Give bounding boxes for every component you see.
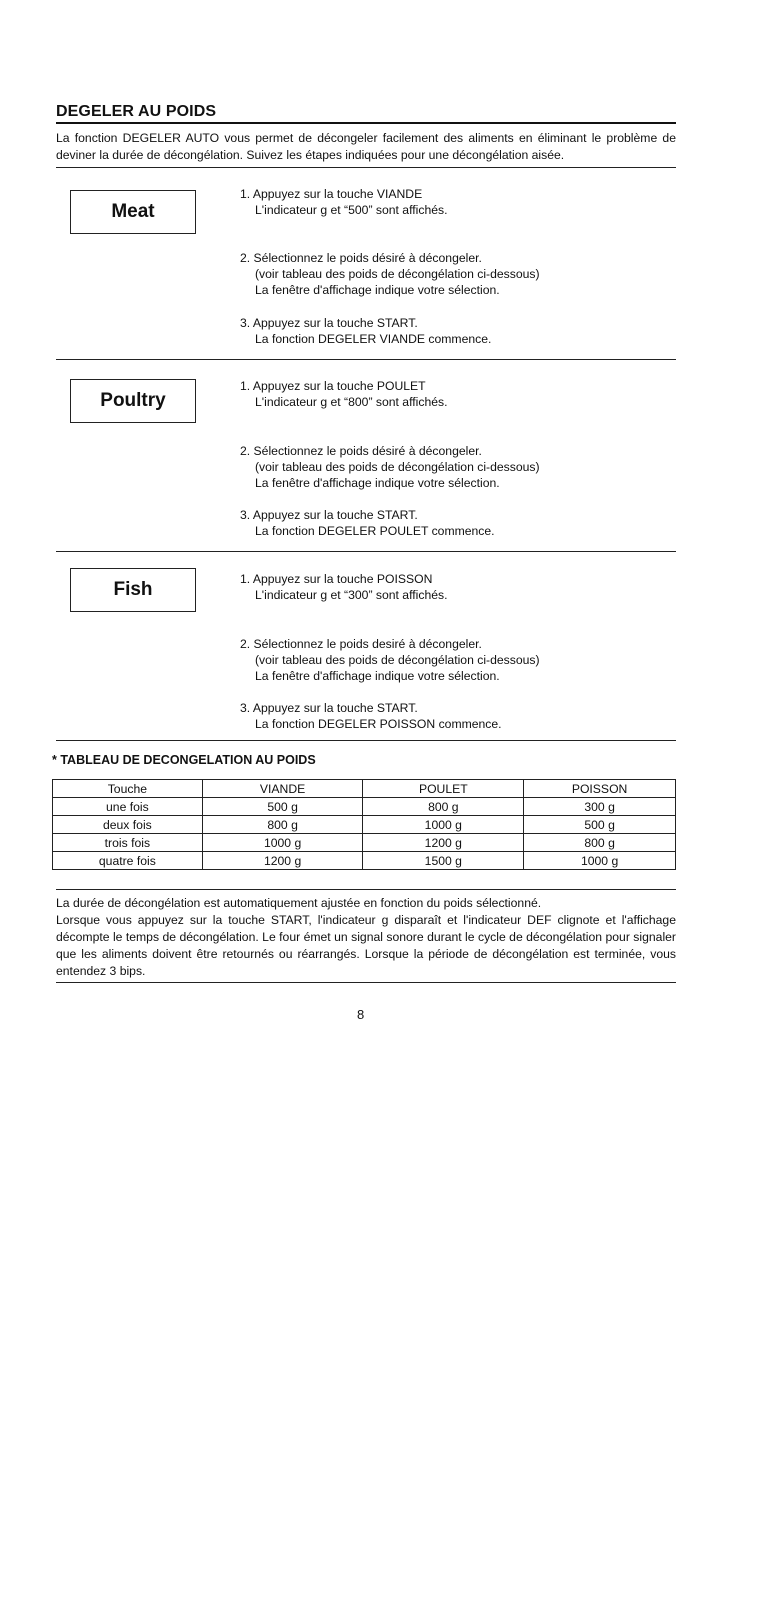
table-cell: 800 g [202, 816, 363, 834]
notes-paragraph [56, 895, 676, 980]
divider [56, 740, 676, 741]
table-row [53, 834, 676, 852]
divider [56, 551, 676, 552]
notes-line-1: La durée de décongélation est automatiquement ajustée en fonction du poids sélectionné. [56, 896, 542, 910]
page-number: 8 [357, 1007, 365, 1022]
table-cell: 500 g [202, 798, 363, 816]
poultry-key-label: Poultry [100, 390, 166, 411]
table-row [53, 852, 676, 870]
table-cell: 1000 g [363, 816, 524, 834]
table-cell: deux fois [53, 816, 203, 834]
poultry-step-3: 3. Appuyez sur la touche START. La fonction DEGELER POULET commence. [240, 508, 495, 538]
table-cell: 800 g [524, 834, 676, 852]
table-cell: 1200 g [202, 852, 363, 870]
table-cell: 300 g [524, 798, 676, 816]
table-header-row [53, 780, 676, 798]
table-cell: 500 g [524, 816, 676, 834]
column-header: POISSON [524, 780, 676, 798]
fish-step-2: 2. Sélectionnez le poids desiré à décongeler. (voir tableau des poids de décongélation ci-dessous) La fenêtre d'affichage indique votre sélection. [240, 637, 540, 683]
poultry-step-1: 1. Appuyez sur la touche POULET L'indicateur g et “800” sont affichés. [240, 379, 448, 409]
meat-key-label: Meat [111, 201, 155, 222]
column-header: Touche [53, 780, 203, 798]
table-cell: une fois [53, 798, 203, 816]
meat-step-1: 1. Appuyez sur la touche VIANDE L'indicateur g et “500” sont affichés. [240, 187, 448, 217]
table-row [53, 816, 676, 834]
table-cell: 1500 g [363, 852, 524, 870]
table-cell: 1000 g [524, 852, 676, 870]
table-cell: 1200 g [363, 834, 524, 852]
intro-paragraph: La fonction DEGELER AUTO vous permet de décongeler facilement des aliments en éliminant le problème de deviner la durée de décongélation. Suivez les étapes indiquées pour une décongélation aisée. [56, 131, 676, 162]
fish-step-1: 1. Appuyez sur la touche POISSON L'indicateur g et “300” sont affichés. [240, 572, 448, 602]
title-rule [56, 122, 676, 124]
table-cell: trois fois [53, 834, 203, 852]
divider [56, 889, 676, 890]
meat-key-box [70, 190, 196, 234]
notes-line-2: Lorsque vous appuyez sur la touche START, l'indicateur g disparaît et l'indicateur DEF clignote et l'affichage décompte le temps de décongélation. Le four émet un signal sonore durant le cycle de décongélation pour signaler que les aliments doivent être retournés ou réarrangés. Lorsque la période de décongélation est terminée, vous entendez 3 bips. [56, 913, 676, 978]
poultry-key-box [70, 379, 196, 423]
table-cell: 800 g [363, 798, 524, 816]
table-cell: 1000 g [202, 834, 363, 852]
column-header: VIANDE [202, 780, 363, 798]
defrost-weight-table [52, 779, 676, 870]
divider [56, 167, 676, 168]
page-title: DEGELER AU POIDS [56, 103, 217, 120]
meat-step-3: 3. Appuyez sur la touche START. La fonction DEGELER VIANDE commence. [240, 316, 492, 346]
fish-key-label: Fish [113, 579, 153, 600]
fish-key-box [70, 568, 196, 612]
divider [56, 359, 676, 360]
table-title: * TABLEAU DE DECONGELATION AU POIDS [52, 753, 316, 767]
table-row [53, 798, 676, 816]
meat-step-2: 2. Sélectionnez le poids désiré à décongeler. (voir tableau des poids de décongélation ci-dessous) La fenêtre d'affichage indique votre sélection. [240, 251, 540, 297]
divider [56, 982, 676, 983]
column-header: POULET [363, 780, 524, 798]
table-cell: quatre fois [53, 852, 203, 870]
poultry-step-2: 2. Sélectionnez le poids désiré à décongeler. (voir tableau des poids de décongélation ci-dessous) La fenêtre d'affichage indique votre sélection. [240, 444, 540, 490]
fish-step-3: 3. Appuyez sur la touche START. La fonction DEGELER POISSON commence. [240, 701, 502, 731]
